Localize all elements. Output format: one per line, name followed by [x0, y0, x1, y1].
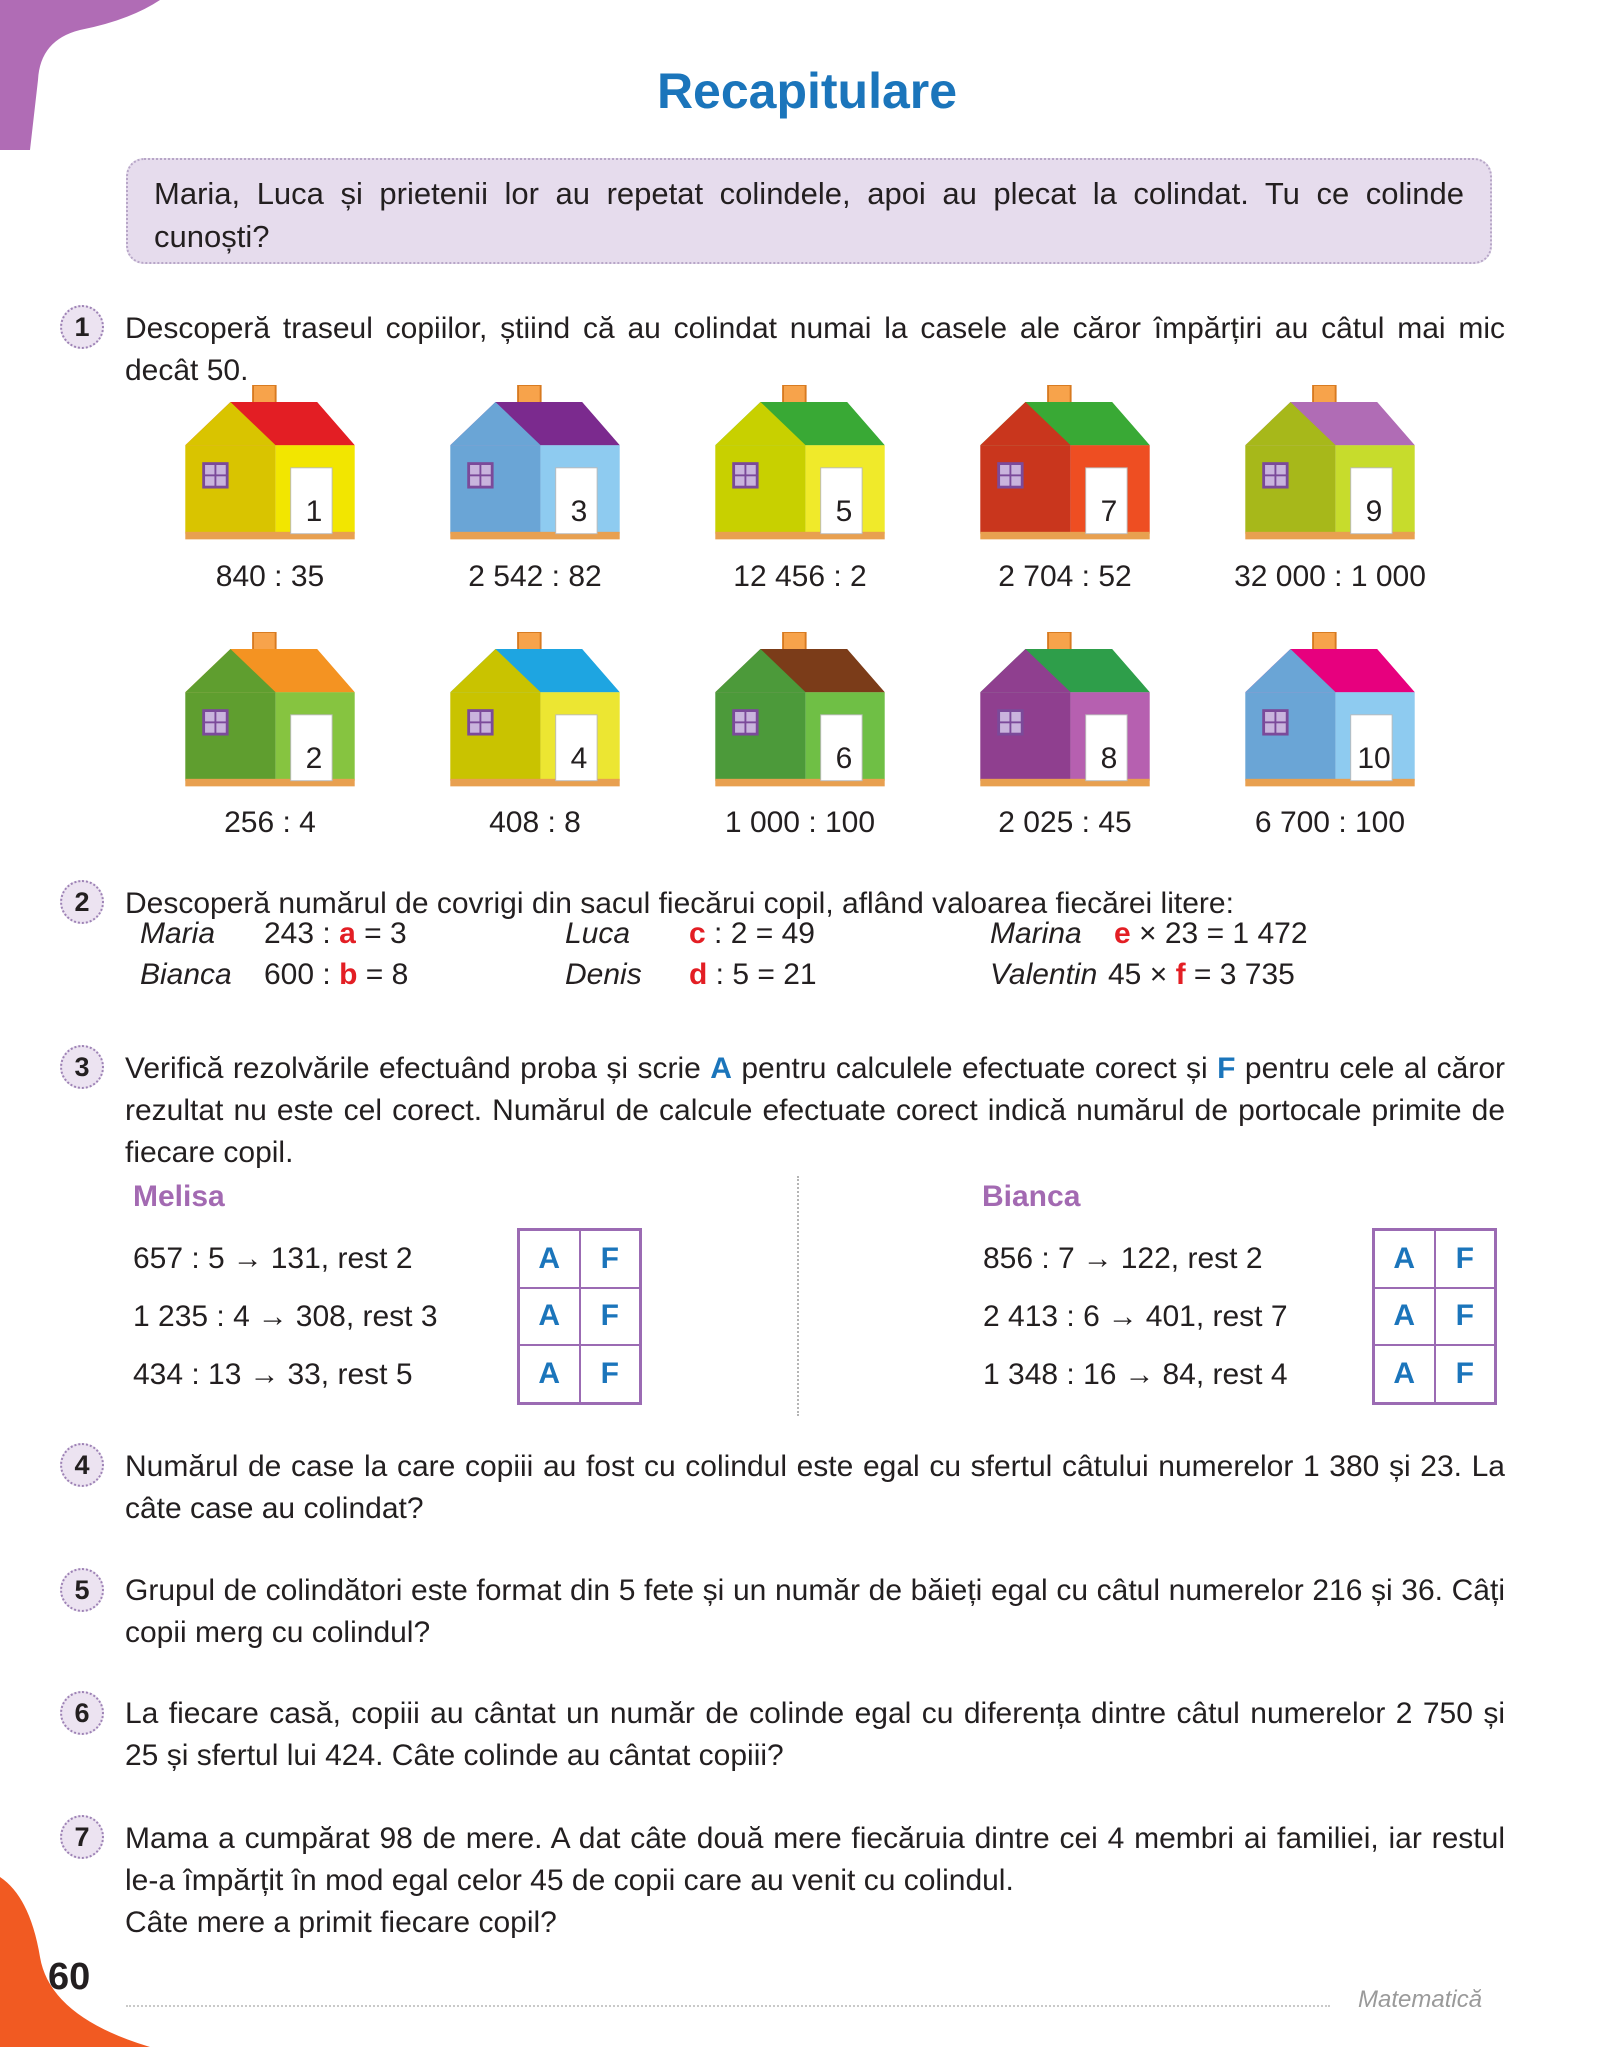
house-icon [435, 632, 635, 792]
house-number: 1 [305, 495, 323, 528]
house-number: 8 [1100, 742, 1118, 775]
exercise-7-badge: 7 [60, 1815, 104, 1859]
melisa-calculation: 1 235 : 4 → 308, rest 3 [133, 1300, 438, 1333]
house-number: 9 [1365, 495, 1383, 528]
house-division: 408 : 8 [489, 806, 581, 839]
answer-false-box[interactable]: F [1435, 1230, 1496, 1288]
answer-false-box[interactable]: F [580, 1345, 641, 1403]
house-number: 4 [570, 742, 588, 775]
house-icon [965, 632, 1165, 792]
bianca-calculation: 1 348 : 16 → 84, rest 4 [983, 1358, 1288, 1391]
house-icon [435, 385, 635, 545]
house-icon [700, 632, 900, 792]
house-division: 840 : 35 [215, 560, 325, 593]
house-number: 10 [1357, 742, 1391, 775]
house-number: 5 [835, 495, 853, 528]
answer-false-box[interactable]: F [1435, 1288, 1496, 1346]
column-divider [797, 1176, 799, 1416]
exercise-5-text: Grupul de colindători este format din 5 fete și un număr de băieți egal cu câtul numerelor 216 și 36. Câți copii merg cu colindul? [125, 1574, 1505, 1649]
house-icon [170, 632, 370, 792]
bianca-answer-grid [1372, 1228, 1497, 1405]
footer-dotted-line [126, 2005, 1330, 2007]
footer-subject: Matematică [1358, 1986, 1483, 2013]
answer-true-box[interactable]: A [1374, 1288, 1435, 1346]
exercise-1-text: Descoperă traseul copiilor, știind că au colindat numai la casele ale căror împărțiri au câtul mai mic decât 50. [125, 312, 1505, 387]
child-name-melisa: Melisa [133, 1180, 225, 1213]
exercise-1-badge: 1 [60, 305, 104, 349]
equation-bianca: Bianca 600 : b = 8 [140, 958, 409, 991]
equation-valentin: Valentin 45 × f = 3 735 [990, 958, 1295, 991]
exercise-3-text: Verifică rezolvările efectuând proba și scrie A pentru calculele efectuate corect și F pentru cele al căror rezultat nu este cel corect. Numărul de calcule efectuate corect indică numărul de portocale primite de fiecare copil. [125, 1052, 1505, 1169]
exercise-6-text: La fiecare casă, copiii au cântat un număr de colinde egal cu diferența dintre câtul numerelor 2 750 și 25 și sfertul lui 424. Câte colinde au cântat copiii? [125, 1697, 1505, 1772]
equation-maria: Maria 243 : a = 3 [140, 917, 407, 950]
house-division: 2 542 : 82 [468, 560, 602, 593]
house-number: 3 [570, 495, 588, 528]
house-number: 6 [835, 742, 853, 775]
exercise-2-text: Descoperă numărul de covrigi din sacul fiecărui copil, aflând valoarea fiecărei litere: [125, 887, 1234, 920]
exercise-5-badge: 5 [60, 1568, 104, 1612]
bianca-calculation: 2 413 : 6 → 401, rest 7 [983, 1300, 1288, 1333]
child-name-bianca: Bianca [982, 1180, 1081, 1213]
bianca-calculation: 856 : 7 → 122, rest 2 [983, 1242, 1263, 1275]
answer-true-box[interactable]: A [1374, 1345, 1435, 1403]
page-number: 60 [48, 1956, 91, 1998]
exercise-3-badge: 3 [60, 1045, 104, 1089]
house-number: 7 [1100, 495, 1118, 528]
house-icon [1230, 632, 1430, 792]
melisa-answer-grid [517, 1228, 642, 1405]
melisa-calculation: 657 : 5 → 131, rest 2 [133, 1242, 413, 1275]
house-division: 6 700 : 100 [1254, 806, 1406, 839]
answer-true-box[interactable]: A [519, 1230, 580, 1288]
house-division: 2 025 : 45 [998, 806, 1132, 839]
answer-true-box[interactable]: A [519, 1345, 580, 1403]
house-division: 2 704 : 52 [998, 560, 1132, 593]
page-title: Recapitulare [656, 63, 958, 119]
answer-false-box[interactable]: F [580, 1230, 641, 1288]
answer-false-box[interactable]: F [580, 1288, 641, 1346]
house-division: 12 456 : 2 [733, 560, 867, 593]
house-icon [965, 385, 1165, 545]
answer-false-box[interactable]: F [1435, 1345, 1496, 1403]
answer-true-box[interactable]: A [519, 1288, 580, 1346]
equation-luca: Luca c : 2 = 49 [565, 917, 815, 950]
house-division: 32 000 : 1 000 [1234, 560, 1426, 593]
equation-marina: Marina e × 23 = 1 472 [990, 917, 1308, 950]
exercise-7-text: Mama a cumpărat 98 de mere. A dat câte două mere fiecăruia dintre cei 4 membri ai familiei, iar restul le-a împărțit în mod egal celor 45 de copii care au venit cu colindul. Câte mere a primit fiecare copil? [125, 1822, 1505, 1939]
house-division: 256 : 4 [224, 806, 316, 839]
house-division: 1 000 : 100 [724, 806, 876, 839]
exercise-4-badge: 4 [60, 1443, 104, 1487]
exercise-4-text: Numărul de case la care copiii au fost cu colindul este egal cu sfertul câtului numerelor 1 380 și 23. La câte case au colindat? [125, 1450, 1505, 1525]
exercise-2-badge: 2 [60, 880, 104, 924]
house-icon [1230, 385, 1430, 545]
melisa-calculation: 434 : 13 → 33, rest 5 [133, 1358, 413, 1391]
house-icon [170, 385, 370, 545]
house-icon [700, 385, 900, 545]
answer-true-box[interactable]: A [1374, 1230, 1435, 1288]
house-number: 2 [305, 742, 323, 775]
exercise-6-badge: 6 [60, 1691, 104, 1735]
equation-denis: Denis d : 5 = 21 [565, 958, 817, 991]
intro-box: Maria, Luca și prietenii lor au repetat colindele, apoi au plecat la colindat. Tu ce colinde cunoști? [126, 158, 1492, 264]
